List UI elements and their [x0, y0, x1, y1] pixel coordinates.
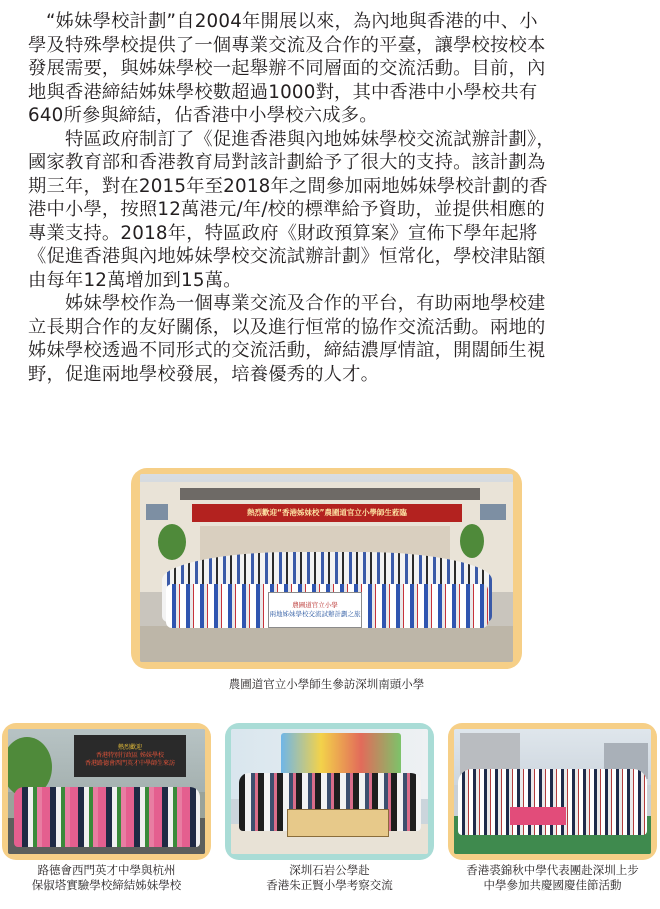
led-screen [74, 735, 186, 777]
main-photo-caption: 農圃道官立小學師生參訪深圳南頭小學 [228, 677, 425, 691]
welcome-banner: 熱烈歡迎“香港姊妹校”農圃道官立小學師生蒞臨 [192, 504, 462, 522]
screen-line1: 熱烈歡迎 [117, 744, 142, 751]
text-line: 立長期合作的友好關係，以及進行恒常的協作交流活動。兩地的 [28, 316, 546, 338]
text-line: 640所參與締結，佔香港中小學校六成多。 [28, 105, 378, 126]
text-line: 專業支持。2018年，特區政府《財政預算案》宣佈下學年起將 [28, 222, 538, 244]
caption-line2: 香港朱正賢小學考察交流 [266, 878, 393, 892]
caption-line1: 路德會西門英才中學與杭州 [37, 863, 176, 877]
mural [281, 733, 401, 775]
steps [140, 626, 513, 662]
building-roof [180, 488, 480, 500]
screen-line3: 香港路德會西門英才中學師生來訪 [84, 760, 175, 767]
middle-photo [231, 729, 428, 854]
delegation-group [458, 769, 647, 835]
tree [460, 524, 484, 558]
caption-line1: 深圳石岩公學赴 [289, 863, 370, 877]
text-line: 野，促進兩地學校發展，培養優秀的人才。 [28, 363, 380, 385]
calligraphy-scroll [287, 809, 389, 837]
window [480, 504, 506, 520]
held-banner [268, 592, 362, 628]
held-banner-line2: 兩地姊妹學校交流試辦計劃之旅 [269, 610, 361, 618]
text-line: 由每年12萬增加到15萬。 [28, 269, 242, 291]
caption-line1: 香港裘錦秋中學代表團赴深圳上步 [466, 863, 639, 877]
caption-line2: 中學參加共慶國慶佳節活動 [483, 878, 622, 892]
held-banner-line1: 農圃道官立小學 [292, 601, 338, 609]
tree [158, 524, 186, 560]
student-group [14, 787, 200, 847]
screen-line2: 香港特別行政區 姊妹學校 [96, 752, 164, 759]
article-body [28, 10, 640, 386]
banner [510, 807, 566, 825]
text-line: 國家教育部和香港教育局對該計劃給予了很大的支持。該計劃為 [28, 152, 546, 173]
left-photo-caption [2, 863, 211, 893]
text-line: 期三年，對在2015年至2018年之間參加兩地姊妹學校計劃的香 [28, 175, 548, 197]
paragraph-1 [28, 10, 640, 128]
paragraph-2 [28, 128, 640, 293]
text-line: 姊妹學校作為一個專業交流及合作的平台，有助兩地學校建 [65, 293, 546, 314]
right-photo [454, 729, 651, 854]
main-photo [140, 474, 513, 662]
right-photo-caption [448, 863, 657, 893]
middle-photo-caption [225, 863, 434, 893]
caption-line2: 保俶塔實驗學校締結姊妹學校 [31, 878, 182, 892]
left-photo [8, 729, 205, 854]
text-line: 發展需要，與姊妹學校一起舉辦不同層面的交流活動。目前，內 [28, 58, 546, 79]
text-line: 地與香港締結姊妹學校數超過1000對，其中香港中小學校共有 [28, 81, 538, 103]
window [146, 504, 168, 520]
text-line: 港中小學，按照12萬港元/年/校的標準給予資助，並提供相應的 [28, 199, 545, 220]
text-line: 《促進香港與內地姊妹學校交流試辦計劃》恒常化，學校津貼額 [28, 246, 546, 267]
text-line: “姊妹學校計劃”自2004年開展以來，為內地與香港的中、小 [46, 11, 538, 32]
paragraph-3 [28, 292, 640, 386]
text-line: 姊妹學校透過不同形式的交流活動，締結濃厚情誼，開闊師生視 [28, 340, 546, 361]
text-line: 特區政府制訂了《促進香港與內地姊妹學校交流試辦計劃》， [65, 128, 555, 150]
text-line: 學及特殊學校提供了一個專業交流及合作的平臺，讓學校按校本 [28, 34, 546, 56]
